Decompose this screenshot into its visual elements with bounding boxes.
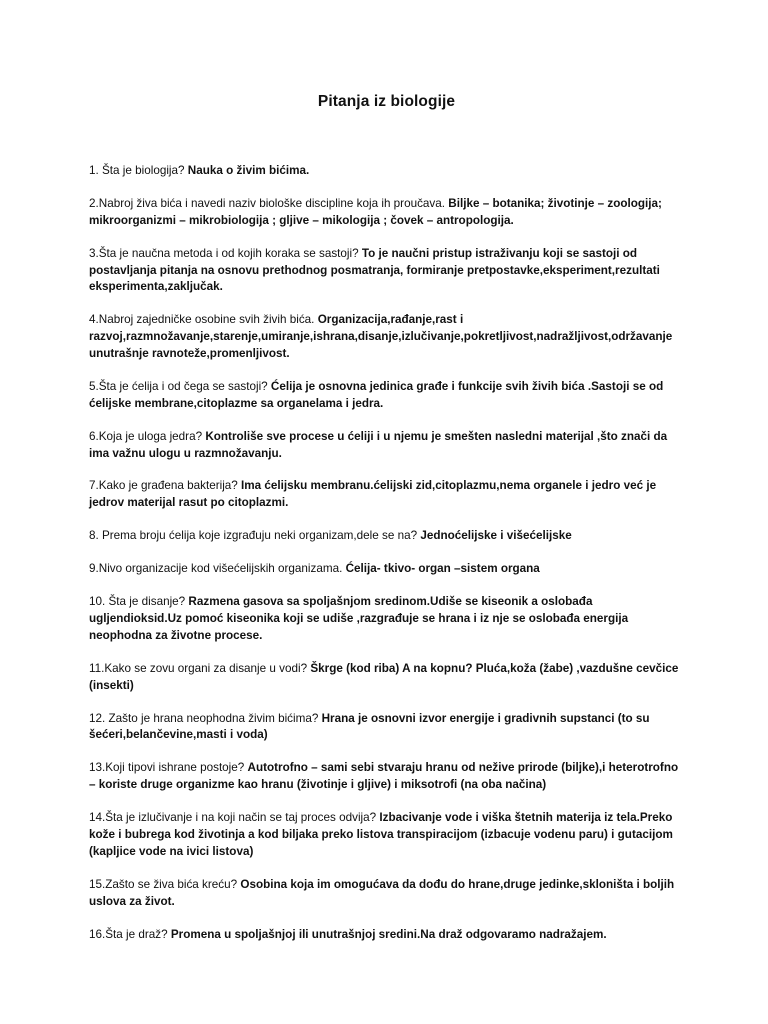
qa-item-15 — [89, 877, 680, 911]
qa-item-9 — [89, 561, 680, 578]
answer-text: Autotrofno – sami sebi stvaraju hranu od nežive prirode (biljke),i heterotrofno – koriste druge organizme kao hranu (životinje i gljive) i miksotrofi (na oba načina) — [89, 761, 679, 792]
answer-text: Ćelija je osnovna jedinica građe i funkcije svih živih bića .Sastoji se od ćelijske membrane,citoplazme sa organelama i jedra. — [89, 379, 664, 410]
page-title: Pitanja iz biologije — [317, 93, 456, 110]
question-text: 3.Šta je naučna metoda i od kojih koraka se sastoji? — [89, 246, 359, 260]
qa-item-13 — [89, 760, 680, 794]
question-text: 12. Zašto je hrana neophodna živim bićima? — [89, 711, 319, 725]
answer-text: Hrana je osnovni izvor energije i gradivnih supstanci (to su šećeri,belančevine,masti i voda) — [89, 711, 650, 742]
qa-item-8 — [89, 528, 680, 545]
answer-text: Škrge (kod riba) A na kopnu? Pluća,koža (žabe) ,vazdušne cevčice (insekti) — [89, 661, 679, 692]
question-text: 4.Nabroj zajedničke osobine svih živih bića. — [89, 313, 315, 327]
answer-text: Kontroliše sve procese u ćeliji i u njemu je smešten nasledni materijal ,što znači da ima važnu ulogu u razmnožavanju. — [89, 429, 668, 460]
qa-item-3 — [89, 246, 680, 296]
qa-item-12 — [89, 711, 680, 745]
question-list — [89, 163, 680, 943]
answer-text: Izbacivanje vode i viška štetnih materija iz tela.Preko kože i bubrega kod životinja a kod biljaka preko listova transpiracijom (izbacuje vodenu paru) i gutacijom (kapljice vode na ivici listova) — [89, 811, 673, 858]
qa-item-6 — [89, 429, 680, 463]
answer-text: Biljke – botanika; životinje – zoologija; mikroorganizmi – mikrobiologija ; gljive – mikologija ; čovek – antropologija. — [89, 196, 662, 227]
question-text: 9.Nivo organizacije kod višećelijskih organizama. — [89, 562, 343, 576]
question-text: 16.Šta je draž? — [89, 927, 168, 941]
qa-item-7 — [89, 478, 680, 512]
qa-item-2 — [89, 196, 680, 230]
answer-text: To je naučni pristup istraživanju koji se sastoji od postavljanja pitanja na osnovu prethodnog posmatranja, formiranje pretpostavke,eksperiment,rezultati eksperimenta,zaključak. — [89, 246, 660, 294]
answer-text: Jednoćelijske i višećelijske — [420, 529, 572, 543]
qa-item-5 — [89, 379, 680, 413]
qa-item-4 — [89, 312, 680, 362]
question-text: 10. Šta je disanje? — [89, 595, 186, 609]
answer-text: Nauka o živim bićima. — [187, 164, 310, 177]
question-text: 13.Koji tipovi ishrane postoje? — [89, 761, 245, 775]
qa-item-1 — [89, 163, 680, 180]
answer-text: Ima ćelijsku membranu.ćelijski zid,citoplazmu,nema organele i jedro već je jedrov materijal rasut po citoplazmi. — [89, 479, 657, 510]
question-text: 11.Kako se zovu organi za disanje u vodi? — [89, 661, 308, 675]
qa-item-14 — [89, 810, 680, 860]
question-text: 2.Nabroj živa bića i navedi naziv biološke discipline koja ih proučava. — [89, 196, 446, 210]
answer-text: Razmena gasova sa spoljašnjom sredinom.Udiše se kiseonik a oslobađa ugljendioksid.Uz pomoć kiseonika koji se udiše ,razgrađuje se hrana i iz nje se oslobađa energija neophodna za životne procese. — [89, 595, 629, 642]
question-text: 7.Kako je građena bakterija? — [89, 479, 238, 493]
qa-item-10 — [89, 594, 680, 644]
answer-text: Organizacija,rađanje,rast i razvoj,razmnožavanje,starenje,umiranje,ishrana,disanje,izlučivanje,pokretljivost,nadražljivost,održavanje unutrašnje ravnoteže,promenljivost. — [89, 313, 673, 360]
qa-item-11 — [89, 661, 680, 695]
question-text: 14.Šta je izlučivanje i na koji način se taj proces odvija? — [89, 811, 377, 825]
question-text: 1. Šta je biologija? — [89, 164, 185, 177]
question-text: 6.Koja je uloga jedra? — [89, 429, 203, 443]
answer-text: Promena u spoljašnjoj ili unutrašnjoj sredini.Na draž odgovaramo nadražajem. — [170, 927, 607, 941]
qa-item-16 — [89, 927, 680, 944]
question-text: 5.Šta je ćelija i od čega se sastoji? — [89, 379, 268, 393]
question-text: 15.Zašto se živa bića kreću? — [89, 877, 238, 891]
question-text: 8. Prema broju ćelija koje izgrađuju neki organizam,dele se na? — [89, 529, 418, 543]
answer-text: Ćelija- tkivo- organ –sistem organa — [345, 562, 540, 576]
answer-text: Osobina koja im omogućava da dođu do hrane,druge jedinke,skloništa i boljih uslova za život. — [89, 877, 675, 908]
